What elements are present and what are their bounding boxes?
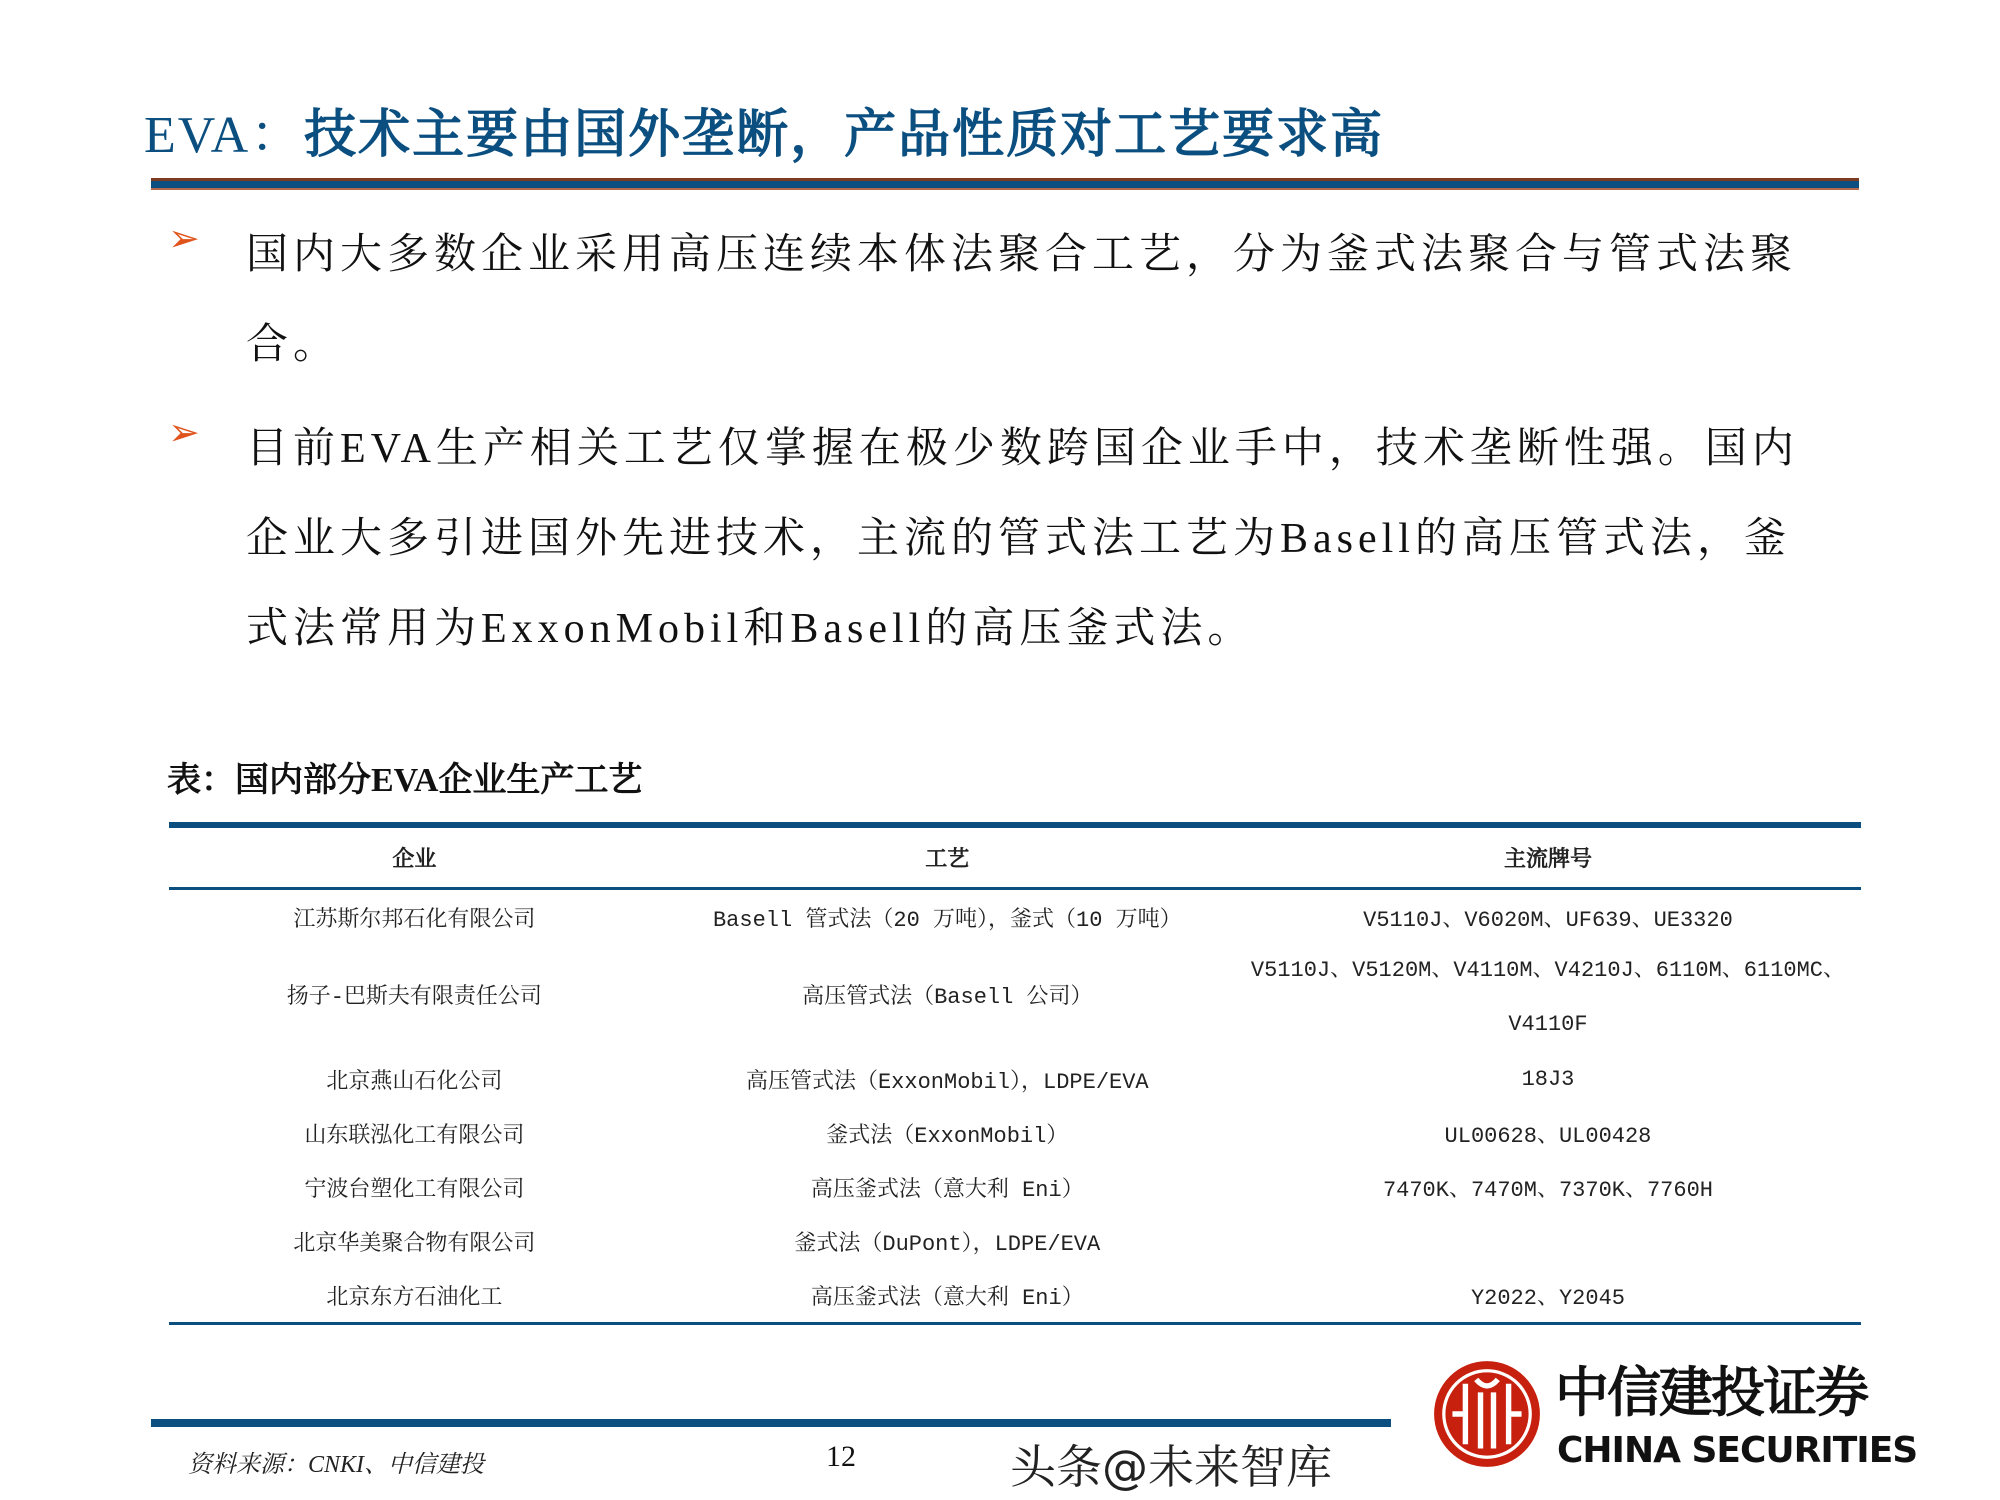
table-row bbox=[169, 1052, 1861, 1106]
cell-process: 釜式法（DuPont），LDPE/EVA bbox=[794, 1231, 1101, 1257]
cell-process: 高压管式法（ExxonMobil），LDPE/EVA bbox=[745, 1069, 1149, 1095]
table-row bbox=[169, 1268, 1861, 1324]
header-process: 工艺 bbox=[660, 825, 1235, 889]
cell-grades: UL00628、UL00428 bbox=[1444, 1123, 1652, 1149]
source-note: 资料来源：CNKI、中信建投 bbox=[188, 1452, 485, 1478]
cell-process: 高压釜式法（意大利 Eni） bbox=[810, 1177, 1084, 1203]
cell-process: Basell 管式法（20 万吨），釜式（10 万吨） bbox=[712, 907, 1182, 933]
cell-grades: 7470K、7470M、7370K、7760H bbox=[1382, 1177, 1713, 1203]
cell-company: 北京华美聚合物有限公司 bbox=[293, 1231, 536, 1257]
bullet-2 bbox=[168, 404, 1868, 674]
title-main: 技术主要由国外垄断，产品性质对工艺要求高 bbox=[304, 107, 1385, 164]
table-caption: 表：国内部分EVA企业生产工艺 bbox=[167, 762, 643, 799]
table-header-row bbox=[169, 825, 1861, 889]
cell-grades: 18J3 bbox=[1521, 1066, 1575, 1092]
cell-process: 高压管式法（Basell 公司） bbox=[802, 985, 1093, 1010]
title-divider bbox=[151, 178, 1859, 190]
brand-name-en: CHINA SECURITIES bbox=[1557, 1430, 1918, 1471]
cell-grades: V5110J、V6020M、UF639、UE3320 bbox=[1363, 907, 1733, 933]
arrow-bullet-icon: ➢ bbox=[168, 218, 200, 260]
table-row bbox=[169, 1214, 1861, 1268]
header-company: 企业 bbox=[169, 825, 660, 889]
page-title bbox=[144, 92, 1384, 167]
cell-process: 高压釜式法（意大利 Eni） bbox=[810, 1285, 1084, 1311]
table-row bbox=[169, 944, 1861, 1052]
cell-company: 山东联泓化工有限公司 bbox=[304, 1123, 525, 1149]
cell-grades: V5110J、V5120M、V4110M、V4210J、6110M、6110MC、V4110F bbox=[1250, 958, 1845, 1037]
cell-company: 北京东方石油化工 bbox=[326, 1285, 503, 1311]
cell-process: 釜式法（ExxonMobil） bbox=[826, 1123, 1069, 1149]
watermark: 头条@未来智库 bbox=[1010, 1440, 1332, 1494]
citic-logo-icon bbox=[1433, 1360, 1541, 1468]
cell-company: 北京燕山石化公司 bbox=[326, 1069, 503, 1095]
brand-name: 中信建投证券 bbox=[1555, 1361, 1867, 1424]
table-row bbox=[169, 1160, 1861, 1214]
header-grades: 主流牌号 bbox=[1235, 825, 1861, 889]
page-number: 12 bbox=[826, 1440, 856, 1473]
title-prefix: EVA： bbox=[144, 107, 305, 164]
bullet-1 bbox=[168, 210, 1868, 390]
bullet-text: 国内大多数企业采用高压连续本体法聚合工艺，分为釜式法聚合与管式法聚合。 bbox=[246, 232, 1798, 368]
bullet-text: 目前EVA生产相关工艺仅掌握在极少数跨国企业手中，技术垄断性强。国内企业大多引进国外先进技术，主流的管式法工艺为Basell的高压管式法，釜式法常用为ExxonMobil和Basell的高压釜式法。 bbox=[246, 426, 1799, 652]
cell-company: 扬子-巴斯夫有限责任公司 bbox=[286, 985, 542, 1010]
cell-grades: Y2022、Y2045 bbox=[1470, 1285, 1625, 1311]
process-table bbox=[169, 822, 1861, 1325]
cell-company: 江苏斯尔邦石化有限公司 bbox=[293, 907, 536, 933]
cell-grades bbox=[1235, 1214, 1861, 1268]
table-row bbox=[169, 889, 1861, 945]
table-row bbox=[169, 1106, 1861, 1160]
arrow-bullet-icon: ➢ bbox=[168, 412, 200, 454]
cell-company: 宁波台塑化工有限公司 bbox=[304, 1177, 525, 1203]
footer-divider bbox=[151, 1419, 1391, 1427]
